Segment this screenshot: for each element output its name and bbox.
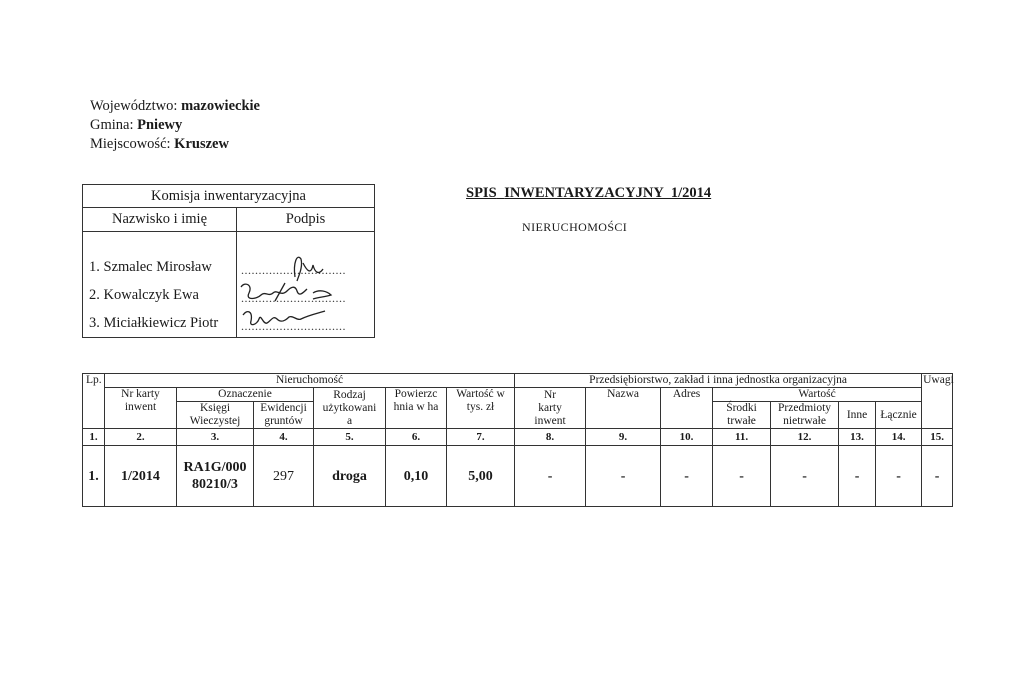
voivodeship-value: mazowieckie: [181, 98, 260, 114]
column-number-row: [83, 429, 953, 446]
row-empty-cell: -: [839, 446, 876, 507]
row-empty-cell: -: [922, 446, 953, 507]
row-card-number: 1/2014: [105, 446, 177, 507]
area-header: Powierzc hnia w ha: [386, 388, 447, 429]
row-land-records: 297: [254, 446, 314, 507]
col-number: 3.: [177, 429, 254, 446]
col-number: 10.: [661, 429, 713, 446]
property-header: Nieruchomość: [105, 374, 515, 388]
member-1: 1. Szmalec Mirosław: [89, 259, 212, 275]
col-number: 11.: [713, 429, 771, 446]
member-3: 3. Miciałkiewicz Piotr: [89, 315, 219, 331]
col-number: 5.: [314, 429, 386, 446]
enterprise-header: Przedsiębiorstwo, zakład i inna jednostka organizacyjna: [515, 374, 922, 388]
col-number: 7.: [447, 429, 515, 446]
signature-dots-2: ..............................: [241, 291, 346, 305]
table-row: [83, 446, 953, 507]
enterprise-card-header: Nr karty inwent: [515, 388, 586, 429]
col-number: 15.: [922, 429, 953, 446]
row-empty-cell: -: [876, 446, 922, 507]
commission-box: [82, 184, 375, 338]
row-empty-cell: -: [771, 446, 839, 507]
table-header-row-1: [83, 374, 953, 388]
col-number: 4.: [254, 429, 314, 446]
commune-line: Gmina: Pniewy: [90, 117, 183, 133]
document-subtitle: NIERUCHOMOŚCI: [522, 220, 628, 234]
col-number: 14.: [876, 429, 922, 446]
handwritten-signatures: [233, 245, 373, 337]
table-header-row-2: [83, 388, 953, 402]
card-number-header: Nr karty inwent: [105, 388, 177, 429]
col-number: 6.: [386, 429, 447, 446]
col-number: 9.: [586, 429, 661, 446]
row-empty-cell: -: [515, 446, 586, 507]
row-empty-cell: -: [713, 446, 771, 507]
row-land-register: RA1G/000 80210/3: [177, 446, 254, 507]
row-empty-cell: -: [586, 446, 661, 507]
signature-dots-3: ..............................: [241, 319, 346, 333]
address-header: Adres: [661, 388, 713, 429]
name-column-header: Nazwisko i imię: [83, 207, 237, 232]
row-lp: 1.: [83, 446, 105, 507]
fixed-assets-header: Środki trwałe: [713, 402, 771, 429]
row-area: 0,10: [386, 446, 447, 507]
land-records-header: Ewidencji gruntów: [254, 402, 314, 429]
member-2: 2. Kowalczyk Ewa: [89, 287, 199, 303]
col-number: 1.: [83, 429, 105, 446]
row-value: 5,00: [447, 446, 515, 507]
other-header: Inne: [839, 402, 876, 429]
commission-title: Komisja inwentaryzacyjna: [83, 185, 374, 208]
signature-dots-1: ..............................: [241, 263, 346, 277]
col-number: 2.: [105, 429, 177, 446]
total-header: Łącznie: [876, 402, 922, 429]
signature-column-header: Podpis: [237, 207, 374, 232]
document-title: SPIS INWENTARYZACYJNY 1/2014: [466, 185, 712, 201]
inventory-table: [82, 373, 953, 507]
col-number: 13.: [839, 429, 876, 446]
designation-header: Oznaczenie: [177, 388, 314, 402]
row-empty-cell: -: [661, 446, 713, 507]
col-number: 12.: [771, 429, 839, 446]
commune-value: Pniewy: [137, 117, 183, 133]
voivodeship-line: Województwo: mazowieckie: [90, 98, 260, 114]
row-usage-type: droga: [314, 446, 386, 507]
value-header: Wartość w tys. zł: [447, 388, 515, 429]
worth-header: Wartość: [713, 388, 922, 402]
remarks-header: Uwagi: [922, 374, 953, 429]
locality-value: Kruszew: [174, 136, 229, 152]
non-durable-items-header: Przedmioty nietrwałe: [771, 402, 839, 429]
col-number: 8.: [515, 429, 586, 446]
locality-line: Miejscowość: Kruszew: [90, 136, 229, 152]
lp-header: Lp.: [83, 374, 105, 429]
land-register-header: Księgi Wieczystej: [177, 402, 254, 429]
name-header: Nazwa: [586, 388, 661, 429]
usage-type-header: Rodzaj użytkowani a: [314, 388, 386, 429]
location-header: [90, 97, 260, 154]
